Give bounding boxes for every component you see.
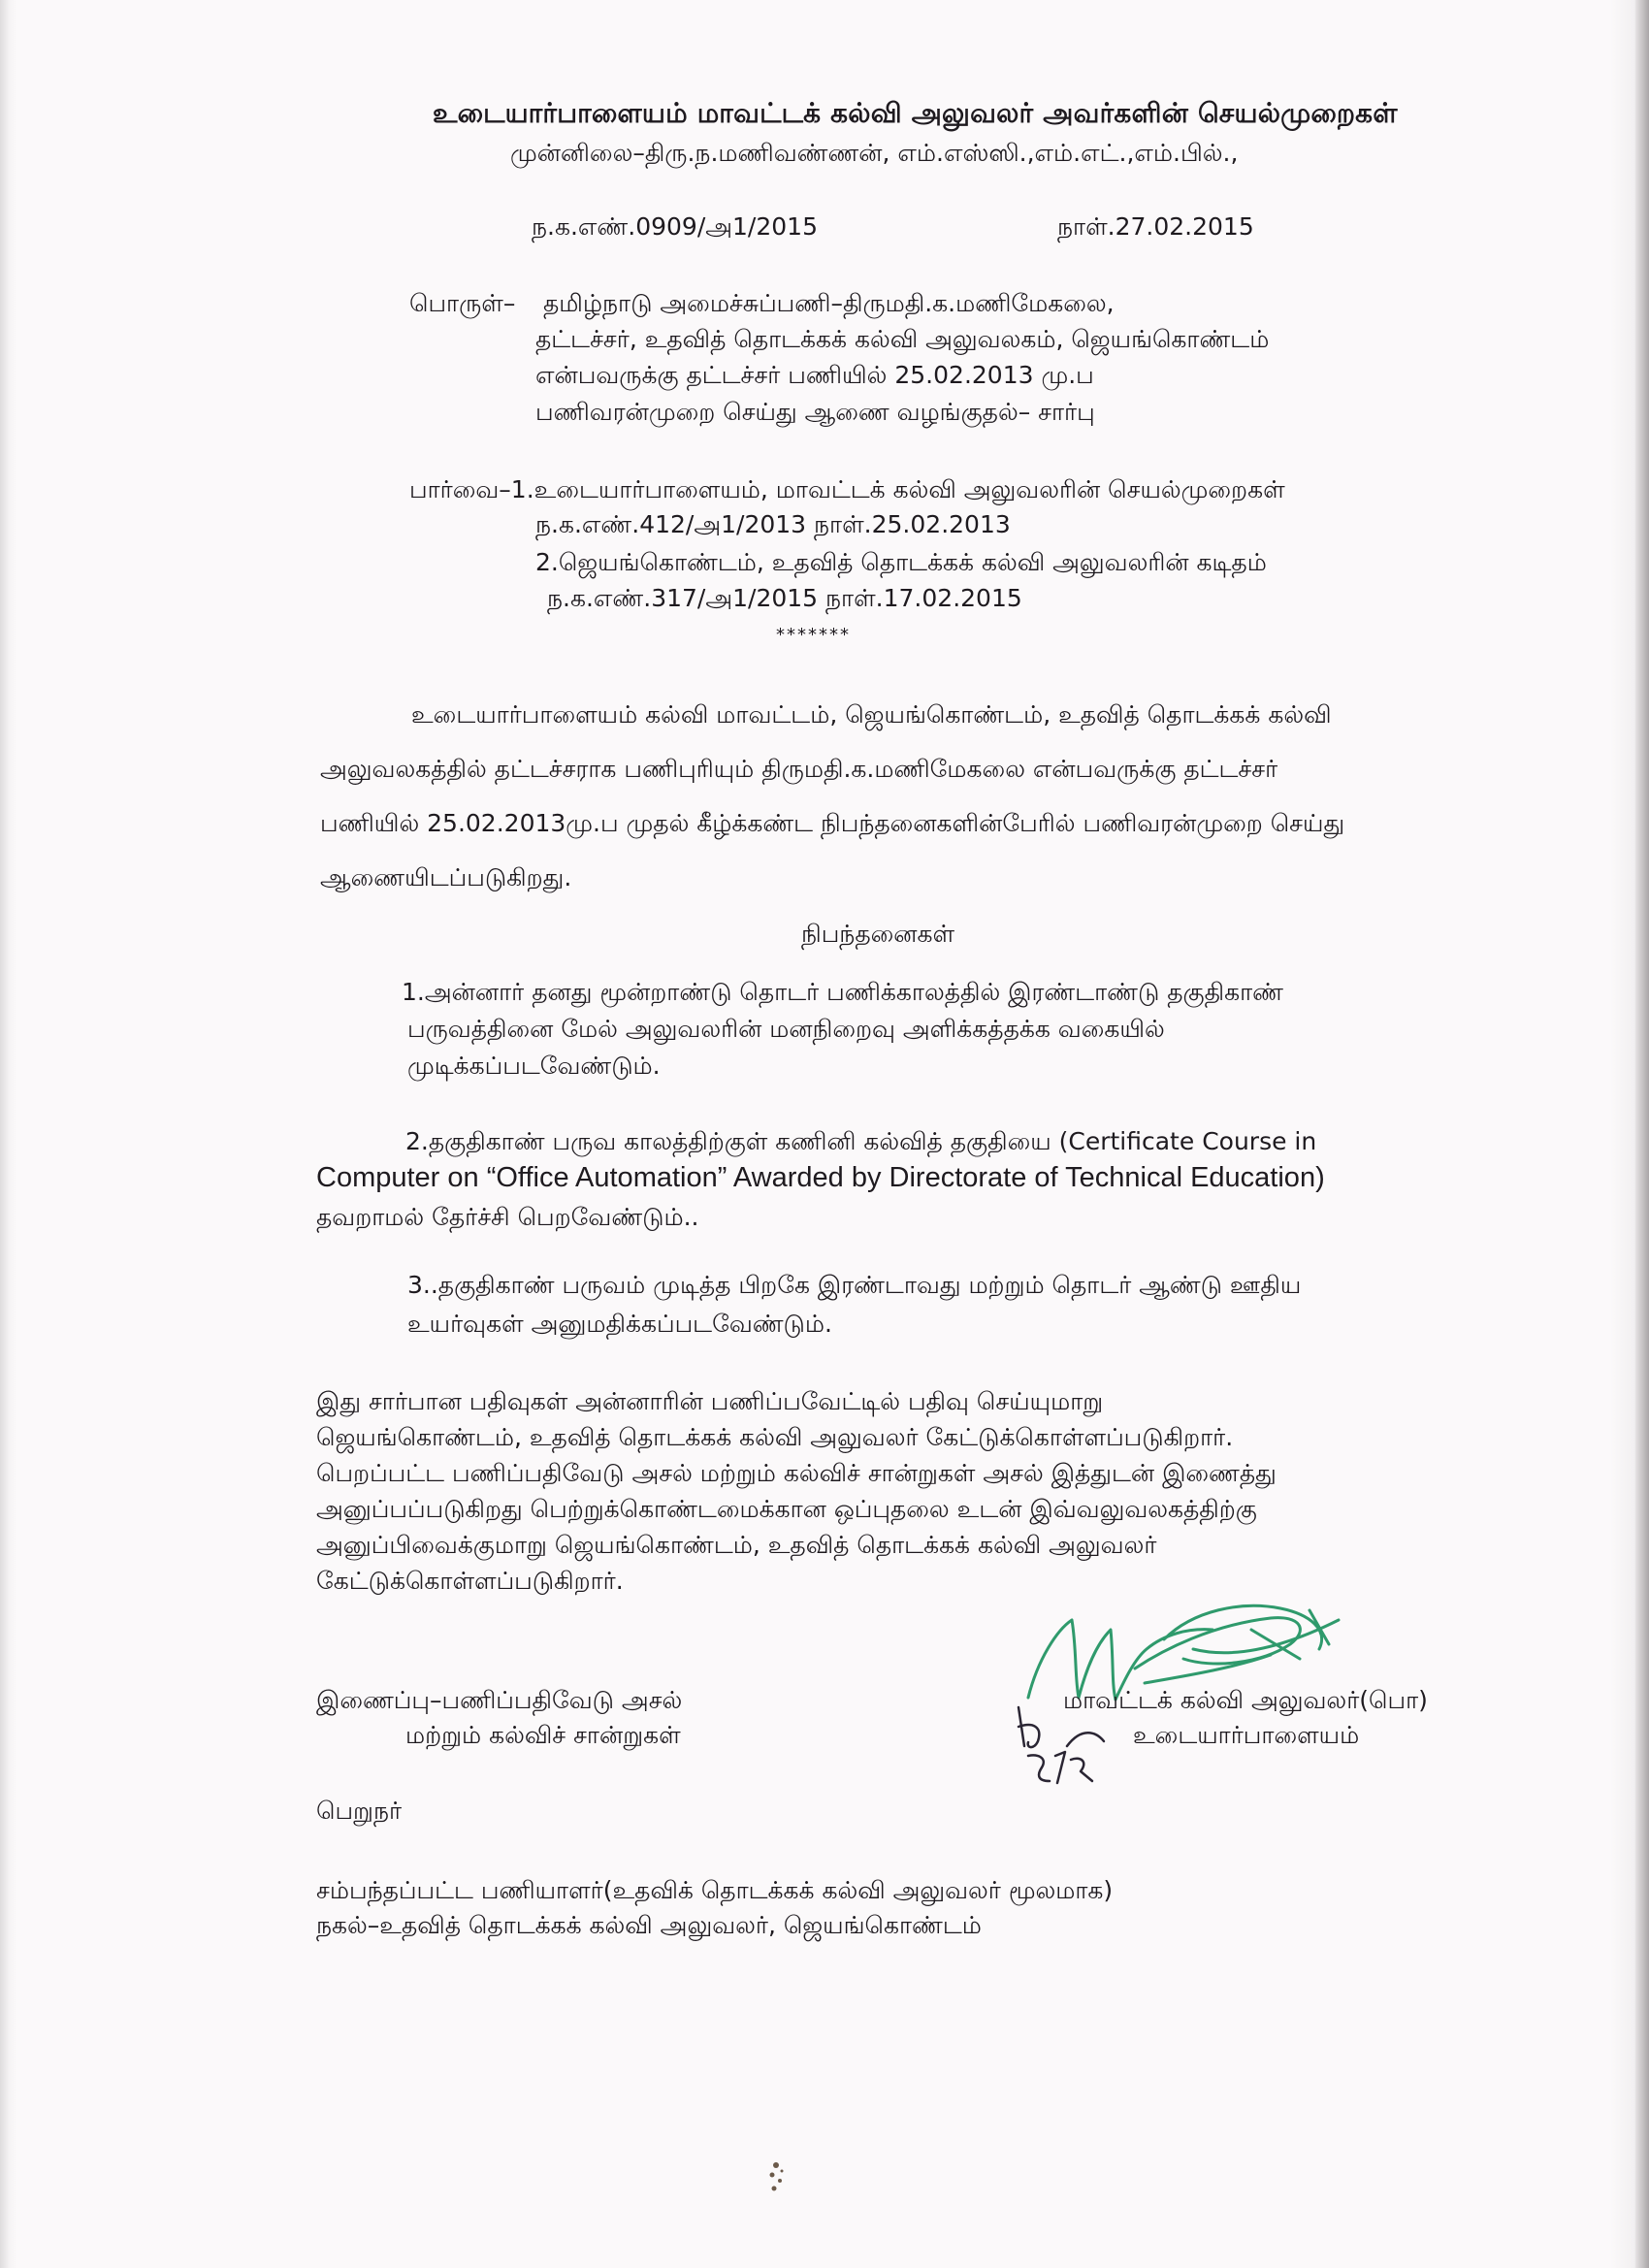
copy-to-line: நகல்–உதவித் தொடக்கக் கல்வி அலுவலர், ஜெயங்கொண்டம்	[316, 1911, 982, 1939]
signatory-designation: மாவட்டக் கல்வி அலுவலர்(பொ)	[1063, 1686, 1428, 1714]
order-paragraph-line: ஆணையிடப்படுகிறது.	[320, 863, 572, 891]
order-paragraph-line: பணியில் 25.02.2013மு.ப முதல் கீழ்க்கண்ட நிபந்தனைகளின்பேரில் பணிவரன்முறை செய்து	[320, 809, 1345, 837]
condition-1-line: முடிக்கப்படவேண்டும்.	[407, 1052, 661, 1080]
subject-label: பொருள்–	[409, 289, 516, 317]
reference-2: 2.ஜெயங்கொண்டம், உதவித் தொடக்கக் கல்வி அலுவலரின் கடிதம்	[535, 548, 1267, 576]
condition-2-line: Computer on “Office Automation” Awarded by Directorate of Technical Education)	[316, 1162, 1325, 1193]
condition-3-line: உயர்வுகள் அனுமதிக்கப்படவேண்டும்.	[407, 1310, 832, 1338]
subject-line: என்பவருக்கு தட்டச்சர் பணியில் 25.02.2013 மு.ப	[535, 361, 1094, 389]
condition-1-line: பருவத்தினை மேல் அலுவலரின் மனநிறைவு அளிக்கத்தக்க வகையில்	[407, 1015, 1165, 1043]
ink-stain	[762, 2157, 792, 2196]
document-date: நாள்.27.02.2015	[1057, 212, 1254, 241]
reference-1-number: ந.க.எண்.412/அ1/2013 நாள்.25.02.2013	[535, 510, 1011, 538]
subject-line: பணிவரன்முறை செய்து ஆணை வழங்குதல்– சார்பு	[535, 398, 1095, 426]
enclosure-line: மற்றும் கல்விச் சான்றுகள்	[405, 1721, 681, 1749]
reference-number: ந.க.எண்.0909/அ1/2015	[532, 212, 818, 241]
instruction-paragraph-line: இது சார்பான பதிவுகள் அன்னாரின் பணிப்பவேட்டில் பதிவு செய்யுமாறு	[316, 1387, 1104, 1415]
instruction-paragraph-line: ஜெயங்கொண்டம், உதவித் தொடக்கக் கல்வி அலுவலர் கேட்டுக்கொள்ளப்படுகிறார்.	[316, 1423, 1234, 1451]
conditions-heading: நிபந்தனைகள்	[801, 920, 955, 948]
instruction-paragraph-line: பெறப்பட்ட பணிப்பதிவேடு அசல் மற்றும் கல்விச் சான்றுகள் அசல் இத்துடன் இணைத்து	[316, 1459, 1277, 1487]
signatory-place: உடையார்பாளையம்	[1133, 1721, 1360, 1749]
condition-3-line: 3..தகுதிகாண் பருவம் முடித்த பிறகே இரண்டாவது மற்றும் தொடர் ஆண்டு ஊதிய	[407, 1271, 1302, 1299]
condition-1-line: 1.அன்னார் தனது மூன்றாண்டு தொடர் பணிக்காலத்தில் இரண்டாண்டு தகுதிகாண்	[402, 978, 1283, 1006]
condition-2-line: 2.தகுதிகாண் பருவ காலத்திற்குள் கணினி கல்வித் தகுதியை (Certificate Course in	[405, 1127, 1317, 1155]
document-title: உடையார்பாளையம் மாவட்டக் கல்வி அலுவலர் அவர்களின் செயல்முறைகள்	[433, 97, 1398, 129]
recipient-label: பெறுநர்	[316, 1797, 403, 1825]
recipient-line: சம்பந்தப்பட்ட பணியாளர்(உதவிக் தொடக்கக் கல்வி அலுவலர் மூலமாக)	[316, 1876, 1114, 1904]
scan-edge	[1635, 0, 1649, 2268]
order-paragraph-line: அலுவலகத்தில் தட்டச்சராக பணிபுரியும் திருமதி.க.மணிமேகலை என்பவருக்கு தட்டச்சர்	[320, 755, 1278, 783]
enclosure-line: இணைப்பு–பணிப்பதிவேடு அசல்	[316, 1686, 683, 1714]
order-paragraph-line: உடையார்பாளையம் கல்வி மாவட்டம், ஜெயங்கொண்டம், உதவித் தொடக்கக் கல்வி	[411, 700, 1332, 729]
reference-2-number: ந.க.எண்.317/அ1/2015 நாள்.17.02.2015	[547, 584, 1022, 612]
condition-2-line: தவறாமல் தேர்ச்சி பெறவேண்டும்..	[316, 1203, 699, 1231]
instruction-paragraph-line: அனுப்பப்படுகிறது பெற்றுக்கொண்டமைக்கான ஒப்புதலை உடன் இவ்வலுவலகத்திற்கு	[316, 1495, 1257, 1523]
presiding-officer: முன்னிலை–திரு.ந.மணிவண்ணன், எம்.எஸ்ஸி.,எம்.எட்.,எம்.பில்.,	[510, 139, 1239, 167]
instruction-paragraph-line: அனுப்பிவைக்குமாறு ஜெயங்கொண்டம், உதவித் தொடக்கக் கல்வி அலுவலர்	[316, 1531, 1157, 1559]
subject-line: தட்டச்சர், உதவித் தொடக்கக் கல்வி அலுவலகம், ஜெயங்கொண்டம்	[535, 325, 1270, 353]
subject-line: தமிழ்நாடு அமைச்சுப்பணி–திருமதி.க.மணிமேகலை,	[543, 289, 1115, 317]
reference-1: பார்வை–1.உடையார்பாளையம், மாவட்டக் கல்வி அலுவலரின் செயல்முறைகள்	[409, 475, 1285, 503]
instruction-paragraph-line: கேட்டுக்கொள்ளப்படுகிறார்.	[316, 1567, 624, 1595]
separator-stars: *******	[776, 625, 851, 645]
